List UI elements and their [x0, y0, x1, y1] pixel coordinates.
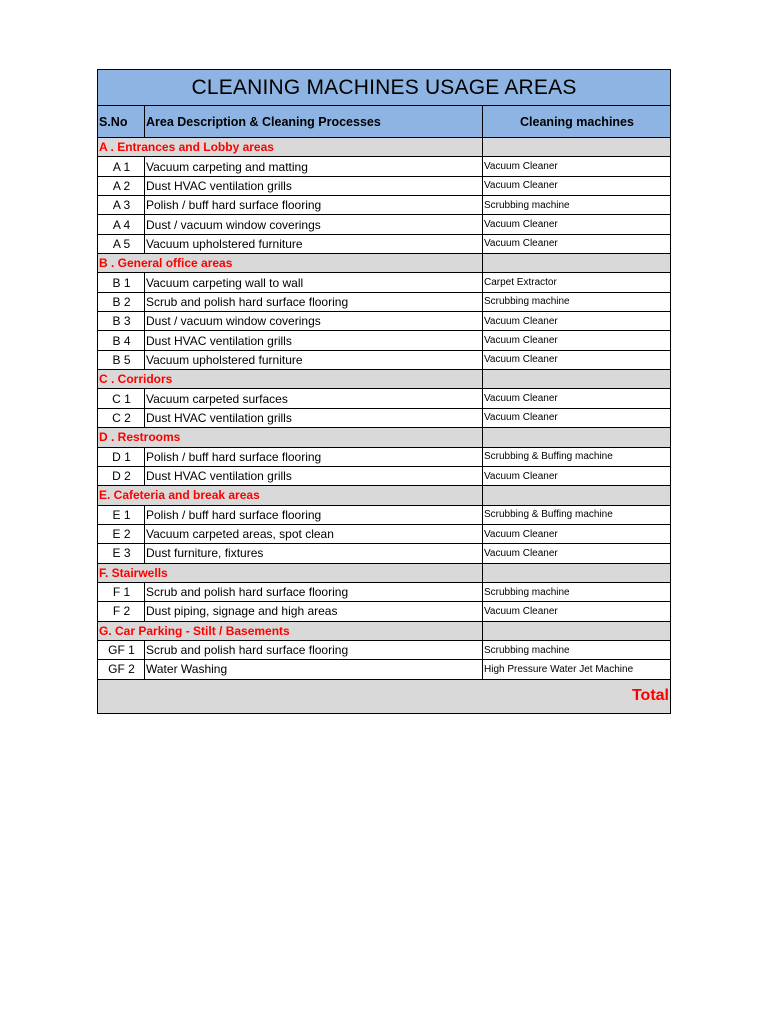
- cell-machine: High Pressure Water Jet Machine: [484, 663, 634, 675]
- cell-sno: C 2: [98, 409, 145, 427]
- cell-machine: Carpet Extractor: [484, 277, 557, 289]
- table-body: [98, 138, 670, 680]
- cell-area: Dust HVAC ventilation grills: [145, 331, 483, 349]
- cell-area: Scrub and polish hard surface flooring: [145, 641, 483, 659]
- cell-machine: Vacuum Cleaner: [484, 412, 558, 424]
- table-row: [98, 467, 670, 486]
- cell-area: Dust piping, signage and high areas: [145, 602, 483, 620]
- cell-machine: Vacuum Cleaner: [484, 393, 558, 405]
- cell-sno: D 2: [98, 467, 145, 485]
- cell-area: Dust / vacuum window coverings: [145, 312, 483, 330]
- cell-area: Dust / vacuum window coverings: [145, 215, 483, 233]
- table-row: [98, 235, 670, 254]
- cell-area: Polish / buff hard surface flooring: [145, 196, 483, 214]
- section-row: [98, 486, 670, 505]
- table-row: [98, 389, 670, 408]
- table-row: [98, 196, 670, 215]
- cell-sno: C 1: [98, 389, 145, 407]
- table-row: [98, 506, 670, 525]
- cell-machine: Vacuum Cleaner: [484, 547, 558, 559]
- table-row: [98, 273, 670, 292]
- cell-area: Vacuum upholstered furniture: [145, 235, 483, 253]
- cell-machine: Scrubbing & Buffing machine: [484, 509, 613, 521]
- table-row: [98, 602, 670, 621]
- cell-area: Dust HVAC ventilation grills: [145, 409, 483, 427]
- cell-machine: Scrubbing machine: [484, 199, 570, 211]
- section-name: G. Car Parking - Stilt / Basements: [98, 622, 483, 640]
- cell-machine: Scrubbing & Buffing machine: [484, 451, 613, 463]
- cell-sno: A 1: [98, 157, 145, 175]
- cell-machine: Scrubbing machine: [484, 296, 570, 308]
- table-row: [98, 157, 670, 176]
- section-name: D . Restrooms: [98, 428, 483, 446]
- table-row: [98, 525, 670, 544]
- cell-machine: Vacuum Cleaner: [484, 219, 558, 231]
- cell-machine: Vacuum Cleaner: [484, 354, 558, 366]
- table-row: [98, 409, 670, 428]
- cell-area: Scrub and polish hard surface flooring: [145, 583, 483, 601]
- cell-machine: Vacuum Cleaner: [484, 528, 558, 540]
- header-area: Area Description & Cleaning Processes: [145, 106, 483, 137]
- table-row: [98, 293, 670, 312]
- header-sno: S.No: [98, 106, 145, 137]
- cell-sno: GF 2: [98, 660, 145, 678]
- cell-area: Dust HVAC ventilation grills: [145, 467, 483, 485]
- cell-area: Dust HVAC ventilation grills: [145, 177, 483, 195]
- cell-sno: E 3: [98, 544, 145, 562]
- cell-sno: A 5: [98, 235, 145, 253]
- table-row: [98, 351, 670, 370]
- cell-sno: B 5: [98, 351, 145, 369]
- section-row: [98, 370, 670, 389]
- section-row: [98, 428, 670, 447]
- cell-machine: Vacuum Cleaner: [484, 161, 558, 173]
- cell-machine: Vacuum Cleaner: [484, 238, 558, 250]
- header-row: [98, 106, 670, 138]
- cell-sno: F 1: [98, 583, 145, 601]
- cell-area: Polish / buff hard surface flooring: [145, 506, 483, 524]
- cell-area: Dust furniture, fixtures: [145, 544, 483, 562]
- section-row: [98, 564, 670, 583]
- table-row: [98, 177, 670, 196]
- cell-sno: B 2: [98, 293, 145, 311]
- cell-area: Polish / buff hard surface flooring: [145, 448, 483, 466]
- cell-sno: A 2: [98, 177, 145, 195]
- cell-sno: B 1: [98, 273, 145, 291]
- table-row: [98, 544, 670, 563]
- cell-sno: B 3: [98, 312, 145, 330]
- cell-area: Vacuum carpeting wall to wall: [145, 273, 483, 291]
- cell-sno: F 2: [98, 602, 145, 620]
- table-title: CLEANING MACHINES USAGE AREAS: [98, 70, 670, 106]
- cell-machine: Vacuum Cleaner: [484, 315, 558, 327]
- cell-sno: A 3: [98, 196, 145, 214]
- total-row: [98, 680, 670, 713]
- cell-machine: Vacuum Cleaner: [484, 180, 558, 192]
- cell-sno: D 1: [98, 448, 145, 466]
- table-row: [98, 448, 670, 467]
- table-row: [98, 660, 670, 679]
- section-name: A . Entrances and Lobby areas: [98, 138, 483, 156]
- table-row: [98, 312, 670, 331]
- cell-area: Vacuum carpeting and matting: [145, 157, 483, 175]
- cell-machine: Scrubbing machine: [484, 586, 570, 598]
- cell-area: Vacuum upholstered furniture: [145, 351, 483, 369]
- header-machine: Cleaning machines: [520, 114, 634, 129]
- cell-sno: E 1: [98, 506, 145, 524]
- section-row: [98, 622, 670, 641]
- cell-area: Vacuum carpeted surfaces: [145, 389, 483, 407]
- cell-sno: A 4: [98, 215, 145, 233]
- total-label: Total: [631, 687, 669, 705]
- cell-machine: Vacuum Cleaner: [484, 470, 558, 482]
- section-name: B . General office areas: [98, 254, 483, 272]
- cell-machine: Scrubbing machine: [484, 644, 570, 656]
- cell-area: Scrub and polish hard surface flooring: [145, 293, 483, 311]
- table-row: [98, 641, 670, 660]
- usage-table: [97, 69, 671, 714]
- table-row: [98, 331, 670, 350]
- cell-machine: Vacuum Cleaner: [484, 605, 558, 617]
- cell-area: Vacuum carpeted areas, spot clean: [145, 525, 483, 543]
- cell-sno: E 2: [98, 525, 145, 543]
- section-name: F. Stairwells: [98, 564, 483, 582]
- cell-machine: Vacuum Cleaner: [484, 335, 558, 347]
- cell-sno: GF 1: [98, 641, 145, 659]
- section-row: [98, 254, 670, 273]
- section-name: C . Corridors: [98, 370, 483, 388]
- table-row: [98, 215, 670, 234]
- table-row: [98, 583, 670, 602]
- cell-sno: B 4: [98, 331, 145, 349]
- cell-area: Water Washing: [145, 660, 483, 678]
- section-name: E. Cafeteria and break areas: [98, 486, 483, 504]
- section-row: [98, 138, 670, 157]
